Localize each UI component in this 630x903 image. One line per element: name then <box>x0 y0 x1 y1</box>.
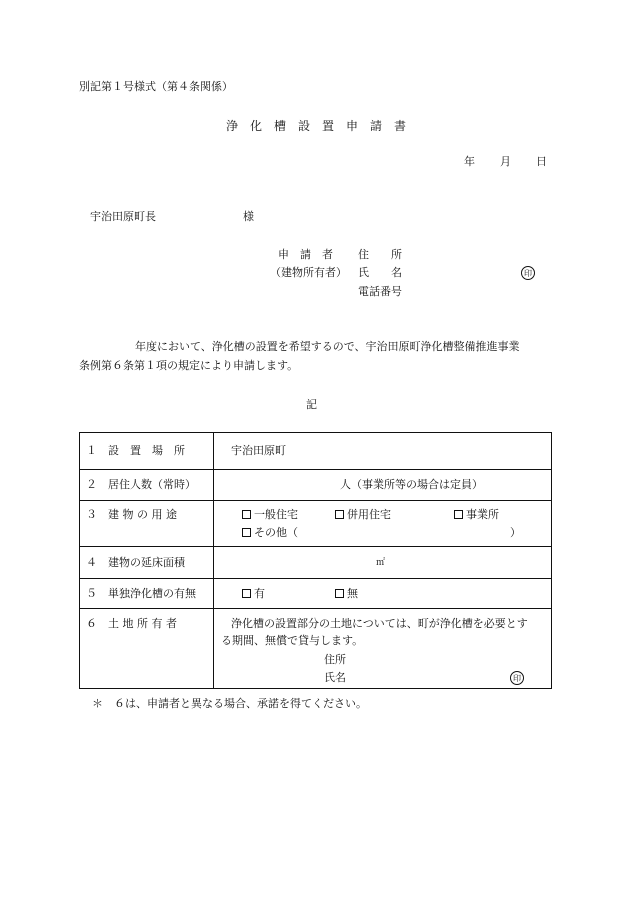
body-line-1: 年度において、浄化槽の設置を希望するので、宇治田原町浄化槽整備推進事業 <box>135 340 520 353</box>
checkbox-no[interactable]: 無 <box>335 587 358 601</box>
form-number: 別記第１号様式（第４条関係） <box>79 80 233 93</box>
row-label-location: １ 設 置 場 所 <box>80 433 214 470</box>
date-day: 日 <box>536 155 547 168</box>
date-year: 年 <box>464 155 475 168</box>
page-title: 浄 化 槽 設 置 申 請 書 <box>226 119 407 133</box>
checkbox-icon <box>454 510 463 519</box>
applicant-address-label: 住 所 <box>358 248 402 261</box>
applicant-phone-label: 電話番号 <box>358 285 402 298</box>
landowner-address-label: 住所 <box>324 653 346 666</box>
row-label-residents: ２ 居住人数（常時） <box>80 470 214 501</box>
single-tank-field <box>214 579 552 609</box>
checkbox-icon <box>242 528 251 537</box>
landowner-text-2: る期間、無償で貸与します。 <box>221 634 364 647</box>
table-row <box>80 501 552 547</box>
checkbox-icon <box>242 510 251 519</box>
location-field[interactable]: 宇治田原町 <box>214 433 552 470</box>
checkbox-business[interactable]: 事業所 <box>454 508 499 522</box>
checkbox-general-house[interactable]: 一般住宅 <box>242 508 298 522</box>
applicant-name-label: 氏 名 <box>358 266 402 279</box>
checkbox-icon <box>335 510 344 519</box>
other-close-paren: ） <box>510 526 521 539</box>
checkbox-combined-house[interactable]: 併用住宅 <box>335 508 391 522</box>
footnote: ＊ ６は、申請者と異なる場合、承諾を得てください。 <box>92 697 367 710</box>
row-label-floor-area: ４ 建物の延床面積 <box>80 547 214 579</box>
checkbox-icon <box>242 589 251 598</box>
checkbox-other[interactable]: その他（ <box>242 526 298 540</box>
row-label-single-tank: ５ 単独浄化槽の有無 <box>80 579 214 609</box>
row-label-building-use: ３ 建 物 の 用 途 <box>80 501 214 547</box>
row-label-landowner: ６ 土 地 所 有 者 <box>80 609 214 689</box>
addressee-honorific: 様 <box>243 210 254 223</box>
application-table <box>79 432 552 689</box>
date-month: 月 <box>500 155 511 168</box>
residents-field[interactable]: 人（事業所等の場合は定員） <box>214 470 552 501</box>
checkbox-yes[interactable]: 有 <box>242 587 265 601</box>
table-row <box>80 609 552 689</box>
checkbox-icon <box>335 589 344 598</box>
applicant-sub-label: （建物所有者） <box>270 266 347 279</box>
table-row <box>80 579 552 609</box>
applicant-label: 申 請 者 <box>278 248 333 261</box>
floor-area-field[interactable]: ㎡ <box>214 547 552 579</box>
building-use-field <box>214 501 552 547</box>
body-line-2: 条例第６条第１項の規定により申請します。 <box>79 359 299 372</box>
landowner-seal-icon: 印 <box>510 671 524 685</box>
table-row <box>80 547 552 579</box>
table-row <box>80 470 552 501</box>
applicant-seal-icon: 印 <box>521 266 535 280</box>
table-row <box>80 433 552 470</box>
landowner-field <box>214 609 552 689</box>
landowner-name-label: 氏名 <box>324 671 346 684</box>
ki-heading: 記 <box>306 398 317 411</box>
landowner-text-1: 浄化槽の設置部分の土地については、町が浄化槽を必要とす <box>231 617 528 630</box>
addressee-name: 宇治田原町長 <box>90 210 156 223</box>
